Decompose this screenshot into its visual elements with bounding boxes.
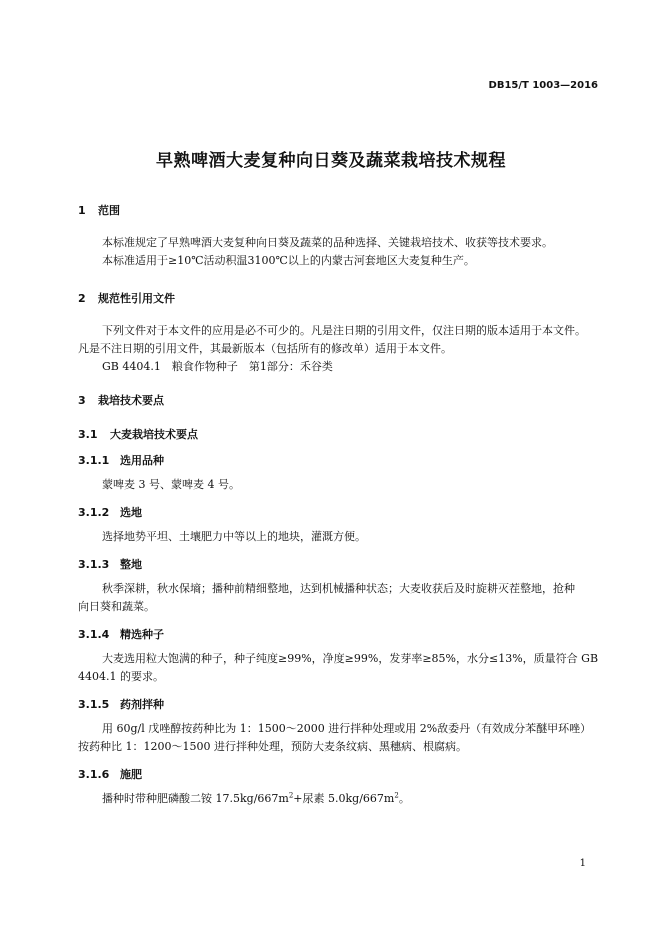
section-title: 施肥 xyxy=(120,768,142,781)
section-title: 规范性引用文件 xyxy=(98,292,175,305)
section-number: 3.1.2 xyxy=(78,506,110,519)
section-number: 2 xyxy=(78,292,86,305)
section-number: 3 xyxy=(78,394,86,407)
paragraph: 本标准适用于≥10℃活动积温3100℃以上的内蒙古河套地区大麦复种生产。 xyxy=(102,254,475,267)
paragraph-line: 大麦选用粒大饱满的种子，种子纯度≥99%，净度≥99%，发芽率≥85%，水分≤13%，质量符合 GB xyxy=(102,652,599,665)
subsection-3-1-4-heading xyxy=(78,626,164,642)
subsection-3-1-5-heading xyxy=(78,696,164,712)
normative-reference: GB 4404.1 粮食作物种子 第1部分：禾谷类 xyxy=(102,360,333,373)
fertilizer-paragraph xyxy=(102,790,410,808)
paragraph-line: 下列文件对于本文件的应用是必不可少的。凡是注日期的引用文件，仅注日期的版本适用于本文件。 xyxy=(102,324,586,337)
text-segment: 。 xyxy=(398,792,410,805)
section-title: 栽培技术要点 xyxy=(98,394,164,407)
subsection-3-1-6-heading xyxy=(78,766,142,782)
subsection-3-1-3-heading xyxy=(78,556,142,572)
section-title: 整地 xyxy=(120,558,142,571)
section-title: 药剂拌种 xyxy=(120,698,164,711)
section-3-heading xyxy=(78,392,164,408)
subsection-3-1-2-heading xyxy=(78,504,142,520)
section-title: 范围 xyxy=(98,204,120,217)
section-title: 精选种子 xyxy=(120,628,164,641)
paragraph-line: 4404.1 的要求。 xyxy=(78,670,164,683)
section-number: 3.1.3 xyxy=(78,558,110,571)
paragraph-line: 向日葵和蔬菜。 xyxy=(78,600,155,613)
section-number: 3.1.1 xyxy=(78,454,110,467)
section-title: 大麦栽培技术要点 xyxy=(110,428,198,441)
paragraph-line: 凡是不注日期的引用文件，其最新版本（包括所有的修改单）适用于本文件。 xyxy=(78,342,452,355)
standard-code: DB15/T 1003—2016 xyxy=(488,80,598,91)
section-1-heading xyxy=(78,202,120,218)
paragraph-line: 按药种比 1：1200～1500 进行拌种处理，预防大麦条纹病、黑穗病、根腐病。 xyxy=(78,740,467,753)
paragraph-line: 用 60g/l 戊唑醇按药种比为 1：1500～2000 进行拌种处理或用 2%敌委丹（有效成分苯醚甲环唑） xyxy=(102,722,592,735)
text-segment: 播种时带种肥磷酸二铵 17.5kg/667m xyxy=(102,792,289,805)
section-number: 1 xyxy=(78,204,86,217)
superscript: 2 xyxy=(394,791,399,800)
section-title: 选地 xyxy=(120,506,142,519)
subsection-3-1-1-heading xyxy=(78,452,164,468)
paragraph: 蒙啤麦 3 号、蒙啤麦 4 号。 xyxy=(102,478,240,491)
text-segment: +尿素 5.0kg/667m xyxy=(293,792,395,805)
document-title: 早熟啤酒大麦复种向日葵及蔬菜栽培技术规程 xyxy=(156,151,506,171)
superscript: 2 xyxy=(288,791,294,800)
section-title: 选用品种 xyxy=(120,454,164,467)
page-number: 1 xyxy=(579,858,586,869)
section-number: 3.1 xyxy=(78,428,98,441)
section-number: 3.1.5 xyxy=(78,698,110,711)
paragraph: 本标准规定了早熟啤酒大麦复种向日葵及蔬菜的品种选择、关键栽培技术、收获等技术要求。 xyxy=(102,236,553,249)
paragraph-line: 秋季深耕，秋水保墒；播种前精细整地，达到机械播种状态；大麦收获后及时旋耕灭茬整地，抢种 xyxy=(102,582,575,595)
subsection-3-1-heading xyxy=(78,426,198,442)
section-number: 3.1.6 xyxy=(78,768,110,781)
section-2-heading xyxy=(78,290,175,306)
section-number: 3.1.4 xyxy=(78,628,110,641)
paragraph: 选择地势平坦、土壤肥力中等以上的地块，灌溉方便。 xyxy=(102,530,366,543)
